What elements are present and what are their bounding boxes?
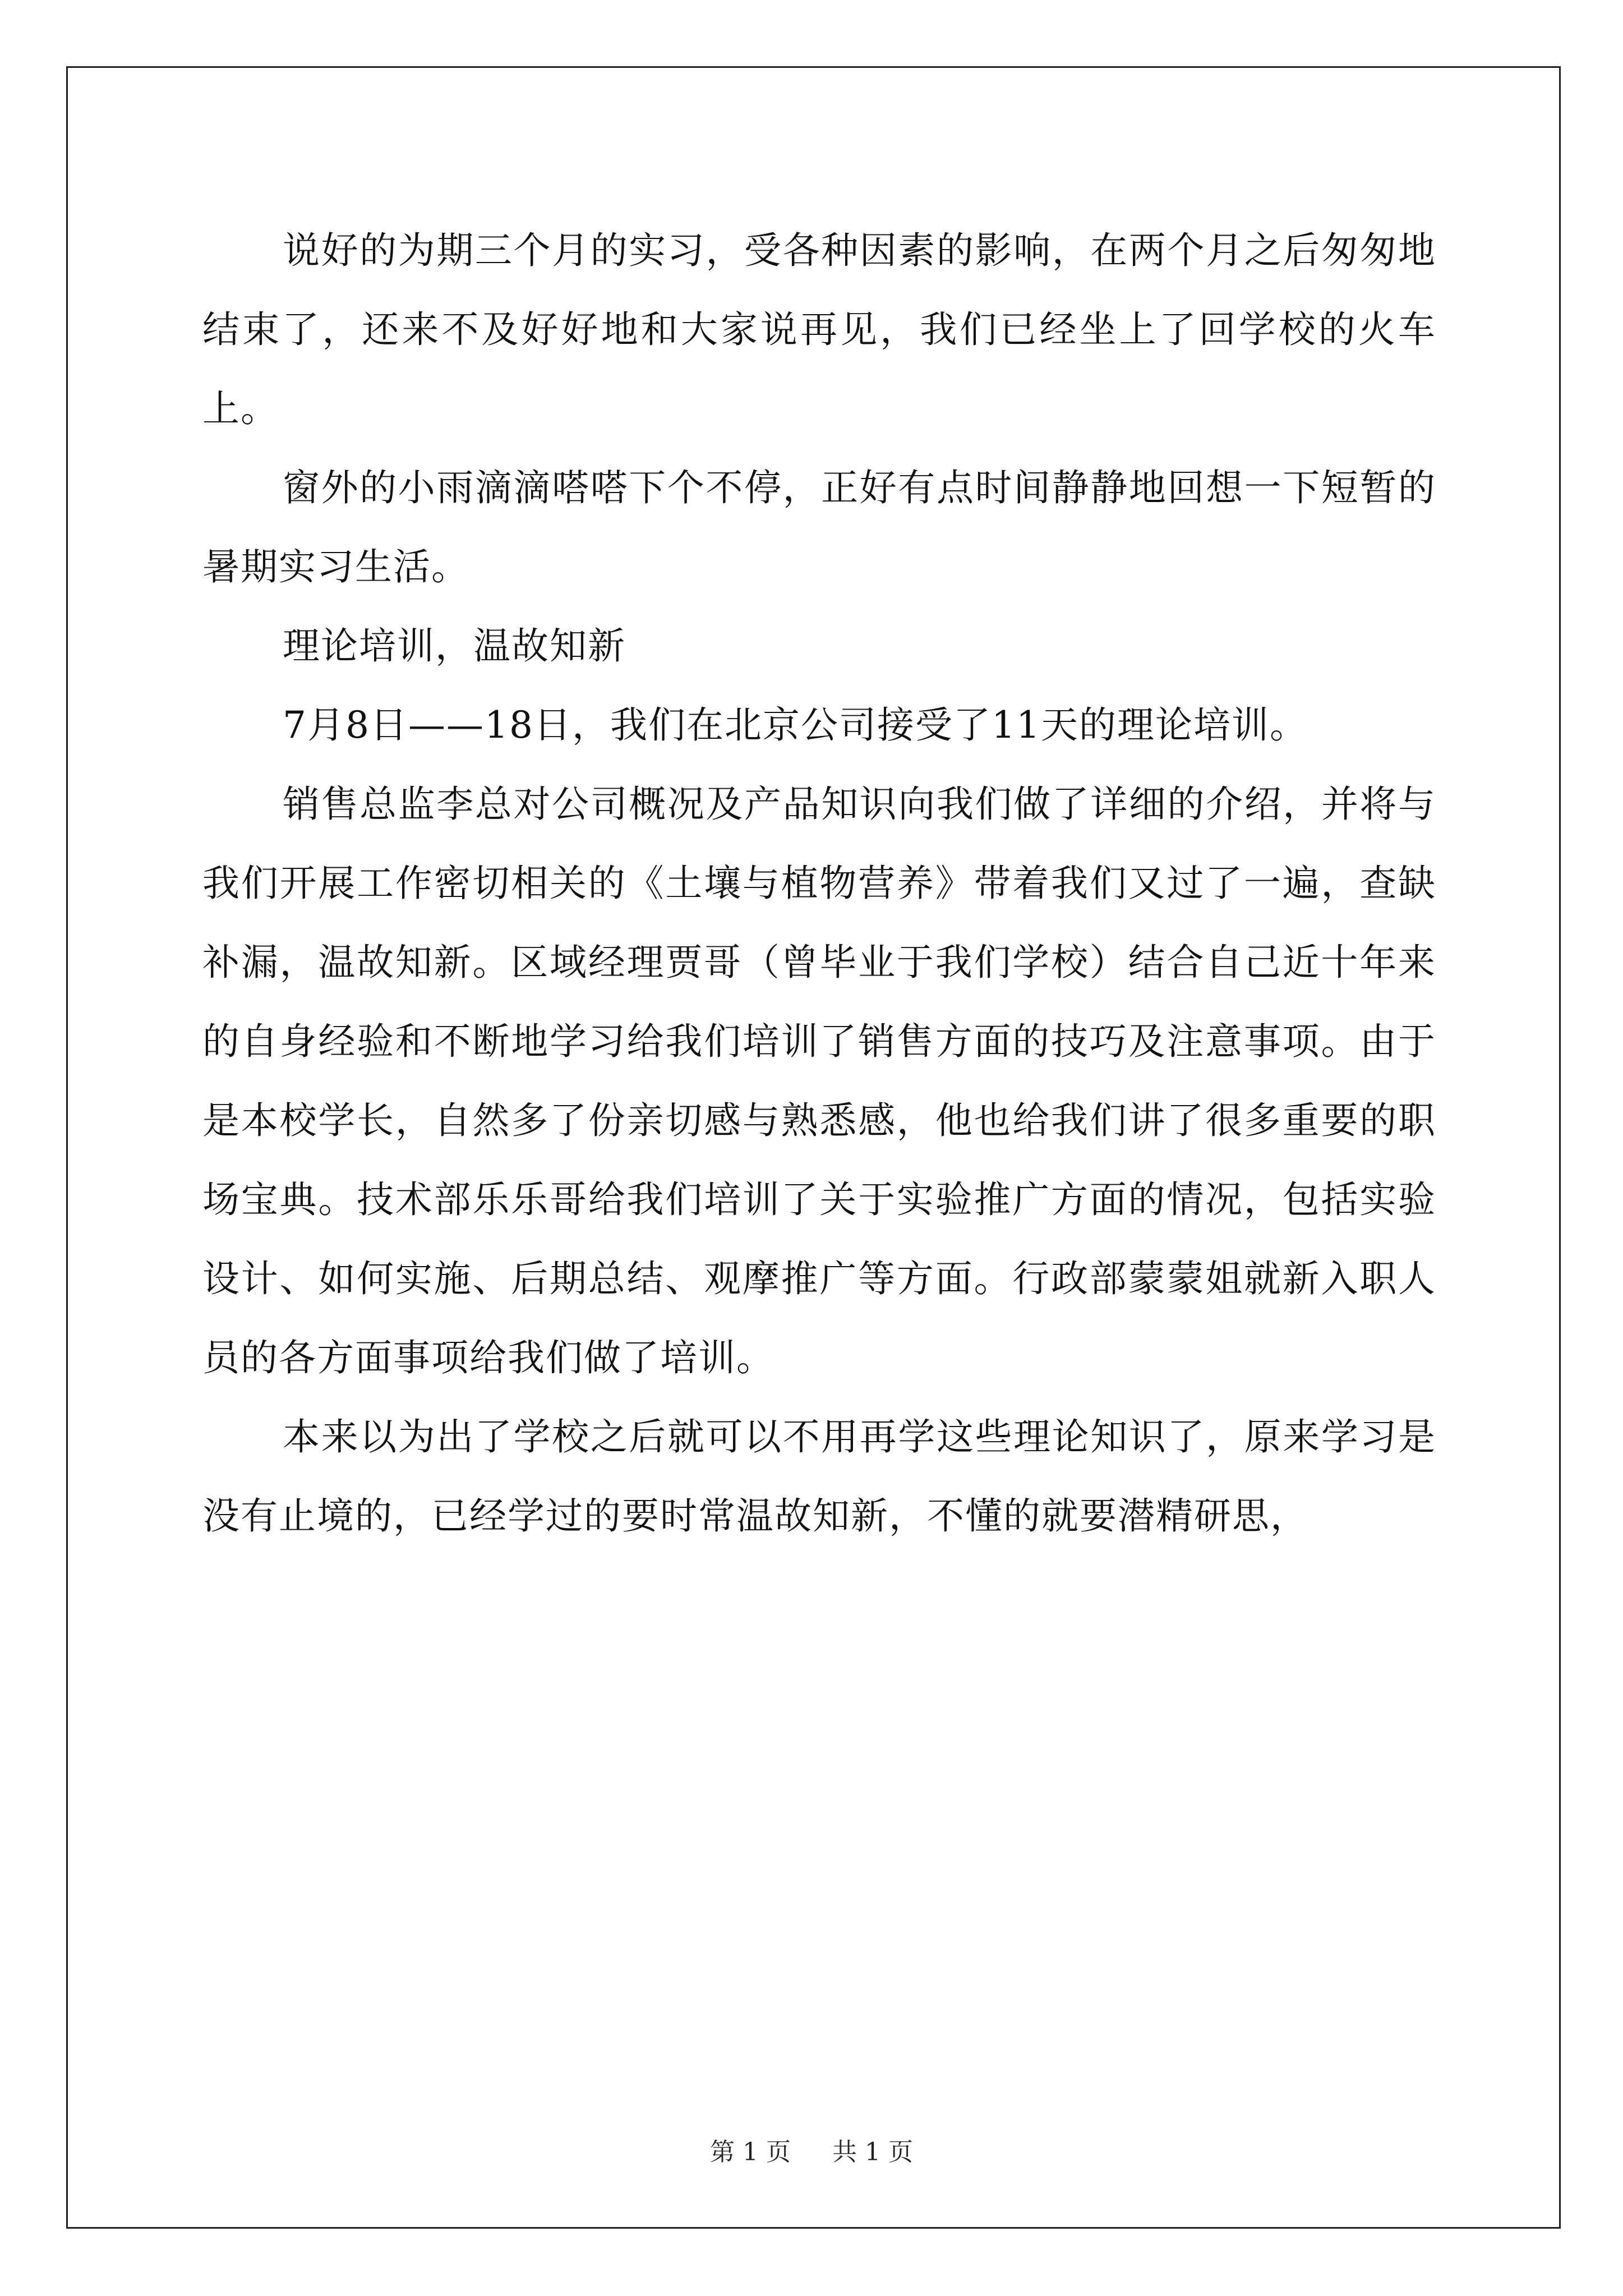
paragraph-2: 窗外的小雨滴滴嗒嗒下个不停，正好有点时间静静地回想一下短暂的暑期实习生活。 [202, 466, 1436, 588]
document-body [202, 211, 1436, 1556]
page-total: 共 1 页 [832, 2138, 913, 2166]
paragraph-3: 7月8日——18日，我们在北京公司接受了11天的理论培训。 [283, 703, 1308, 747]
paragraph-4: 销售总监李总对公司概况及产品知识向我们做了详细的介绍，并将与我们开展工作密切相关的《土壤与植物营养》带着我们又过了一遍，查缺补漏，温故知新。区域经理贾哥（曾毕业于我们学校）结合自己近十年来的自身经验和不断地学习给我们培训了销售方面的技巧及注意事项。由于是本校学长，自然多了份亲切感与熟悉感，他也给我们讲了很多重要的职场宝典。技术部乐乐哥给我们培训了关于实验推广方面的情况，包括实验设计、如何实施、后期总结、观摩推广等方面。行政部蒙蒙姐就新入职人员的各方面事项给我们做了培训。 [202, 783, 1436, 1379]
paragraph-5: 本来以为出了学校之后就可以不用再学这些理论知识了，原来学习是没有止境的，已经学过的要时常温故知新，不懂的就要潜精研思， [202, 1415, 1436, 1538]
paragraph-1: 说好的为期三个月的实习，受各种因素的影响，在两个月之后匆匆地结束了，还来不及好好地和大家说再见，我们已经坐上了回学校的火车上。 [202, 229, 1436, 430]
section-heading: 理论培训，温故知新 [283, 624, 626, 668]
page-footer [0, 2132, 1623, 2168]
page-number: 第 1 页 [710, 2138, 791, 2166]
